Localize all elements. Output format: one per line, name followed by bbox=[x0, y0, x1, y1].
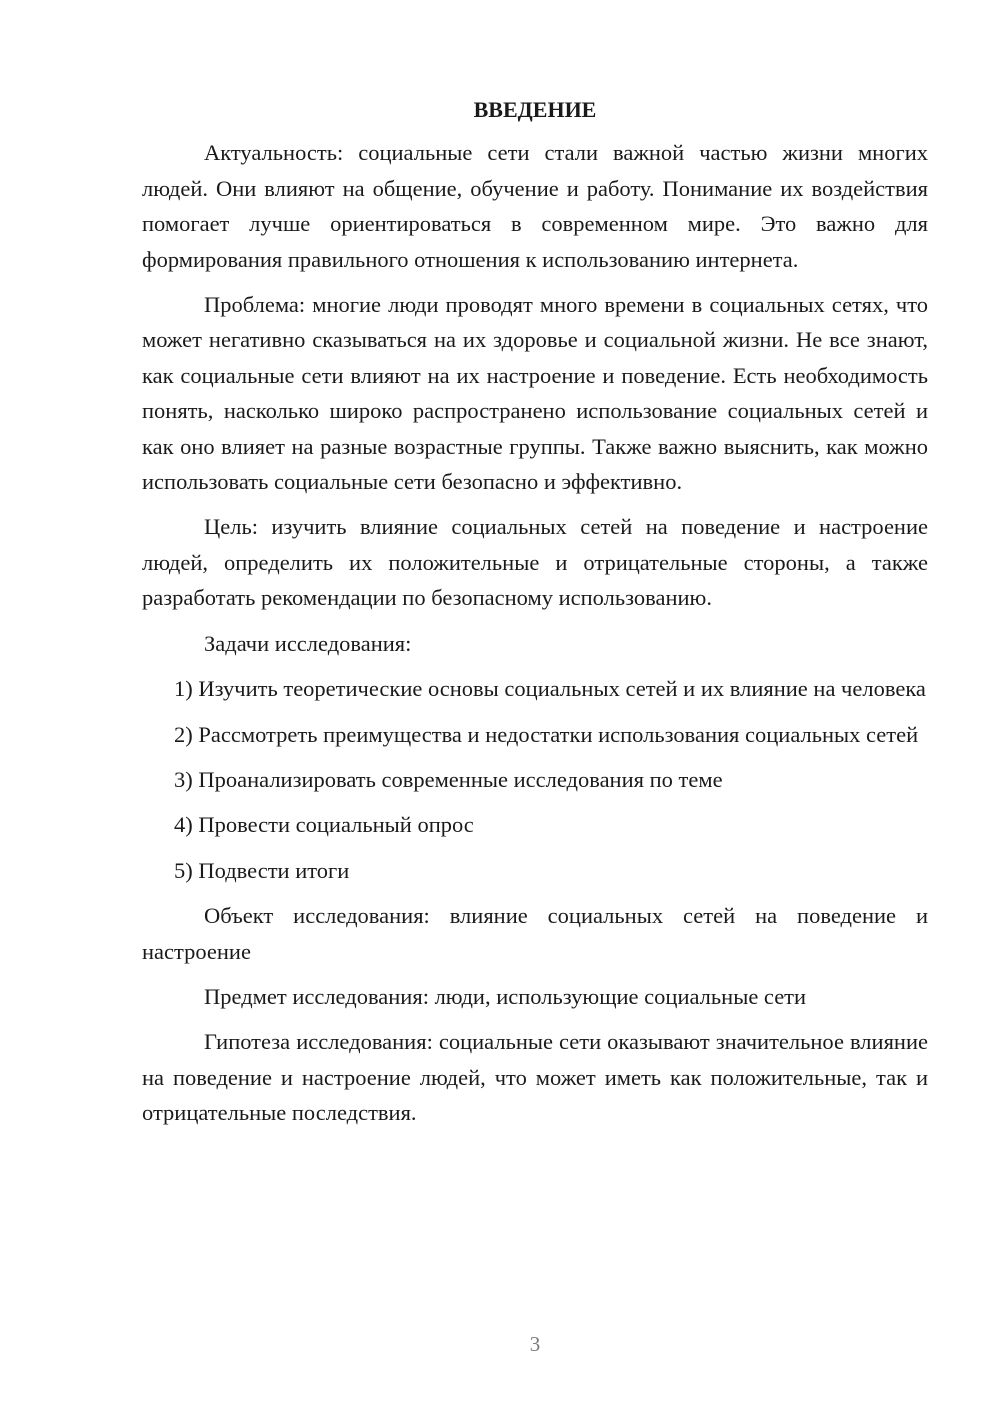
subject-paragraph: Предмет исследования: люди, использующие социальные сети bbox=[204, 983, 807, 1009]
goal-paragraph: Цель: изучить влияние социальных сетей на поведение и настроение людей, определить их положительные и отрицательные стороны, а также разработать рекомендации по безопасному использованию. bbox=[142, 514, 928, 611]
page-number: 3 bbox=[529, 1332, 541, 1356]
document-page bbox=[142, 92, 928, 1141]
task-item-3: 3) Проанализировать современные исследования по теме bbox=[174, 766, 723, 792]
problem-paragraph: Проблема: многие люди проводят много времени в социальных сетях, что может негативно сказываться на их здоровье и социальной жизни. Не все знают, как социальные сети влияют на их настроение и поведение. Есть необходимость понять, насколько широко распространено использование социальных сетей и как оно влияет на разные возрастные группы. Также важно выяснить, как можно использовать социальные сети безопасно и эффективно. bbox=[142, 292, 928, 495]
object-paragraph: Объект исследования: влияние социальных сетей на поведение и настроение bbox=[142, 903, 928, 964]
task-item-1: 1) Изучить теоретические основы социальных сетей и их влияние на человека bbox=[174, 676, 926, 702]
page-title: ВВЕДЕНИЕ bbox=[473, 97, 597, 122]
hypothesis-paragraph: Гипотеза исследования: социальные сети оказывают значительное влияние на поведение и настроение людей, что может иметь как положительные, так и отрицательные последствия. bbox=[142, 1029, 928, 1126]
task-item-5: 5) Подвести итоги bbox=[174, 857, 350, 883]
tasks-heading: Задачи исследования: bbox=[204, 630, 412, 656]
task-item-4: 4) Провести социальный опрос bbox=[174, 812, 474, 838]
task-item-2: 2) Рассмотреть преимущества и недостатки использования социальных сетей bbox=[174, 721, 919, 747]
relevance-paragraph: Актуальность: социальные сети стали важной частью жизни многих людей. Они влияют на общение, обучение и работу. Понимание их воздействия помогает лучше ориентироваться в современном мире. Это важно для формирования правильного отношения к использованию интернета. bbox=[142, 140, 928, 272]
